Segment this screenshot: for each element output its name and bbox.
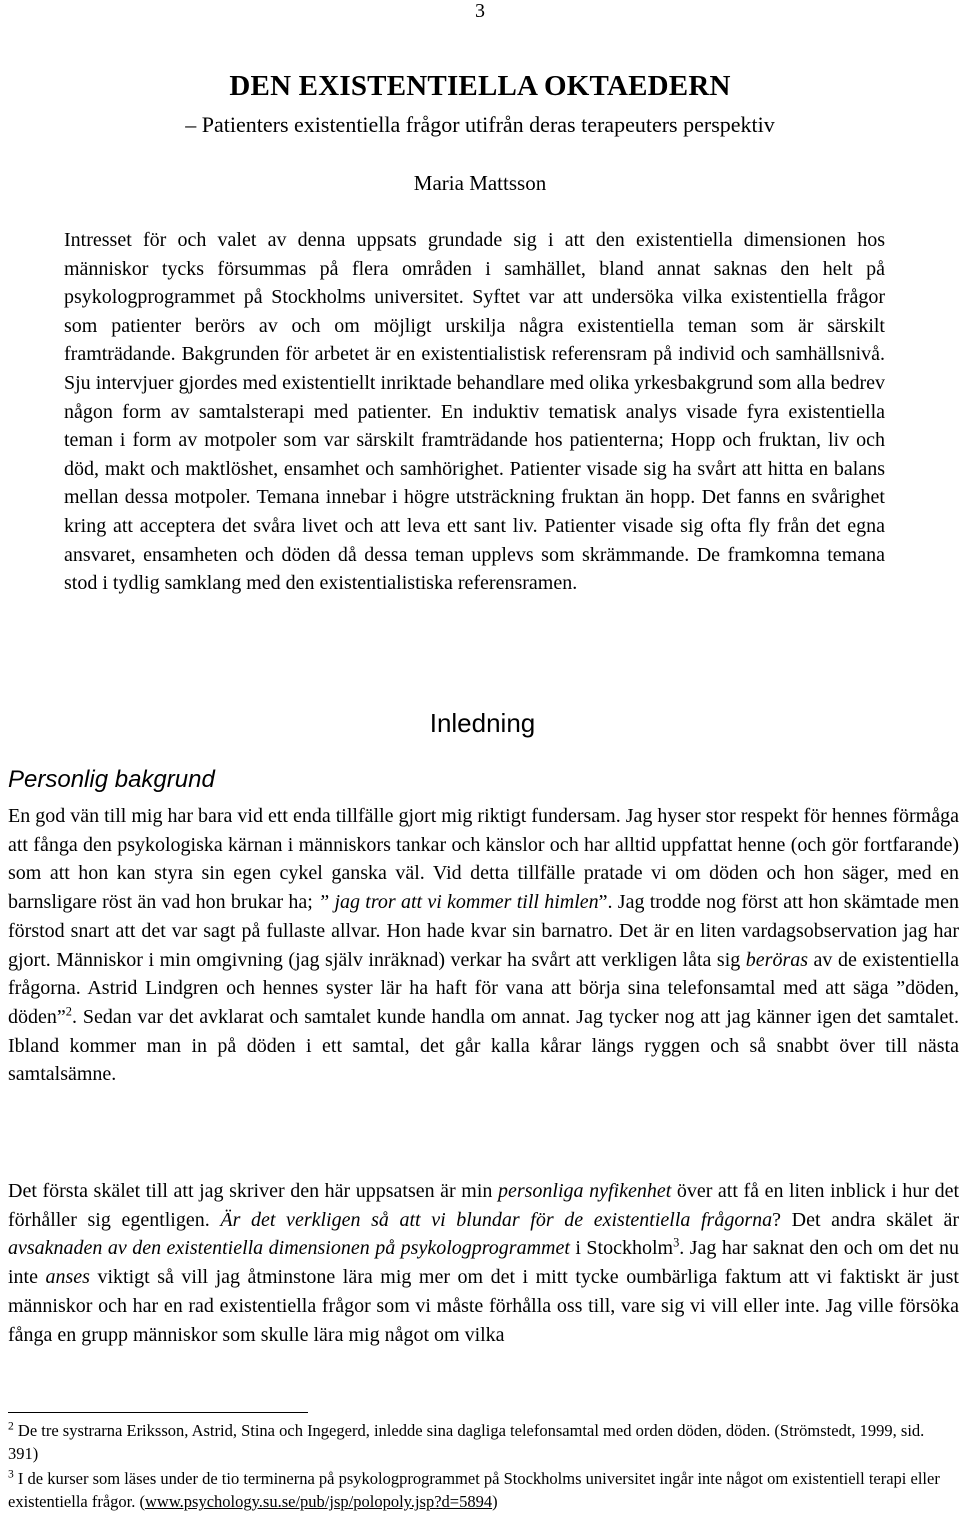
para1-text-2: ”. Jag trodde nog först att hon skämtade men förstod snart att det var sagt på fullaste allvar. Hon hade kvar sin barnatro. Det är en liten vardagsobservation jag har gjort. Människor i min omgivning (jag själv inräknad) verkar ha svårt att verkligen låta sig <box>8 891 959 971</box>
footnote-2 <box>8 1420 953 1465</box>
para2-text-2: över att få en liten inblick i hur det förhåller sig egentligen. <box>8 1180 959 1231</box>
para2-emphasis-2: Är det verkligen så att vi blundar för de existentiella frågorna <box>220 1208 773 1231</box>
footnote-3 <box>8 1468 953 1513</box>
para2-text-4: i Stockholm <box>569 1237 674 1260</box>
para2-emphasis-3: avsaknaden av den existentiella dimensionen på psykologprogrammet <box>8 1237 570 1260</box>
footnote-number: 3 <box>8 1468 14 1481</box>
para2-emphasis-4: anses <box>45 1266 90 1289</box>
page-number: 3 <box>475 0 485 22</box>
para2-text-1: Det första skälet till att jag skriver den här uppsatsen är min <box>8 1180 498 1202</box>
footnote-text: I de kurser som läses under de tio terminerna på psykologprogrammet på Stockholms universitet ingår inte något om existentiell terapi eller existentiella frågor. ( <box>8 1469 940 1511</box>
para2-text-5: . Jag har saknat den och om det nu inte <box>8 1237 959 1289</box>
document-subtitle: – Patienters existentiella frågor utifrån deras terapeuters perspektiv <box>185 112 775 137</box>
author-name: Maria Mattsson <box>413 171 547 195</box>
para2-text-3: ? Det andra skälet är <box>772 1208 959 1231</box>
para1-text-3: av de existentiella frågorna. Astrid Lindgren och hennes syster lär ha haft för vana att börja sina telefonsamtal med att säga ”döden, döden” <box>8 948 959 1028</box>
para1-text-4: . Sedan var det avklarat och samtalet kunde handla om annat. Jag tycker nog att jag känner igen det samtalet. Ibland kommer man in på döden i ett samtal, det går kalla kårar längs ryggen och så snabbt över till nästa samtalsämne. <box>8 1005 959 1086</box>
footnote-ref-3: 3 <box>673 1235 680 1250</box>
para1-text-1: En god vän till mig har bara vid ett enda tillfälle gjort mig riktigt fundersam. Jag hyser stor respekt för hennes förmåga att fånga den psykologiska kärnan i människors tankar och känslor och har alltid uppfattat henne (och gör fortfarande) som att hon kan styra sin egen cykel ganska väl. Vid detta tillfälle pratade vi om döden och hon säger, med en barnsligare röst än vad hon brukar ha; <box>8 805 959 914</box>
body-paragraph-2 <box>8 1177 959 1349</box>
body-paragraph-1 <box>8 802 959 1089</box>
footnote-number: 2 <box>8 1420 14 1433</box>
para2-emphasis-1: personliga nyfikenhet <box>497 1180 672 1202</box>
subsection-heading-personlig-bakgrund: Personlig bakgrund <box>8 766 215 793</box>
para1-emphasis-beroras: beröras <box>745 948 809 971</box>
footnote-text-end: ) <box>492 1491 498 1511</box>
footnote-separator <box>8 1412 308 1413</box>
abstract-paragraph: Intresset för och valet av denna uppsats grundade sig i att den existentiella dimensionen hos människor tycks försummas på flera områden i samhället, bland annat saknas den helt på psykologprogrammet på Stockholms universitet. Syftet var att undersöka vilka existentiella frågor som patienter berörs av och om möjligt urskilja några existentiella teman som är särskilt framträdande. Bakgrunden för arbetet är en existentialistisk referensram på individ och samhällsnivå. Sju intervjuer gjordes med existentiellt inriktade behandlare med olika yrkesbakgrund som alla bedrev någon form av samtalsterapi med patienter. En induktiv tematisk analys visade fyra existentiella teman i form av motpoler som var särskilt framträdande hos patienterna; Hopp och fruktan, liv och död, makt och maktlöshet, ensamhet och samhörighet. Patienter visade sig ha svårt att hitta en balans mellan dessa motpoler. Temana innebar i högre utsträckning fruktan än hopp. Det fanns en svårighet kring att acceptera det svåra livet och att leva ett sant liv. Patienter visade sig ofta fly från det egna ansvaret, ensamheten och döden då dessa teman upplevs som skrämmande. De framkomna temana stod i tydlig samklang med den existentialistiska referensramen. <box>64 229 885 595</box>
para2-text-6: viktigt så vill jag åtminstone lära mig mer om det i mitt tycke oumbärliga faktum att vi faktiskt är just människor och har en rad existentiella frågor som vi måste förhålla oss till, vare sig vi vill eller inte. Jag ville försöka fånga en grupp människor som skulle lära mig något om vilka <box>8 1266 959 1346</box>
footnote-text: De tre systrarna Eriksson, Astrid, Stina och Ingegerd, inledde sina dagliga telefonsamtal med orden döden, döden. (Strömstedt, 1999, sid. 391) <box>8 1421 925 1463</box>
footnote-link[interactable]: www.psychology.su.se/pub/jsp/polopoly.jsp?d=5894 <box>145 1491 493 1511</box>
para1-quote: ” jag tror att vi kommer till himlen <box>318 891 599 914</box>
footnotes <box>8 1420 953 1513</box>
section-heading-inledning: Inledning <box>429 708 536 738</box>
document-title: DEN EXISTENTIELLA OKTAEDERN <box>229 70 731 102</box>
footnote-ref-2: 2 <box>65 1004 72 1019</box>
